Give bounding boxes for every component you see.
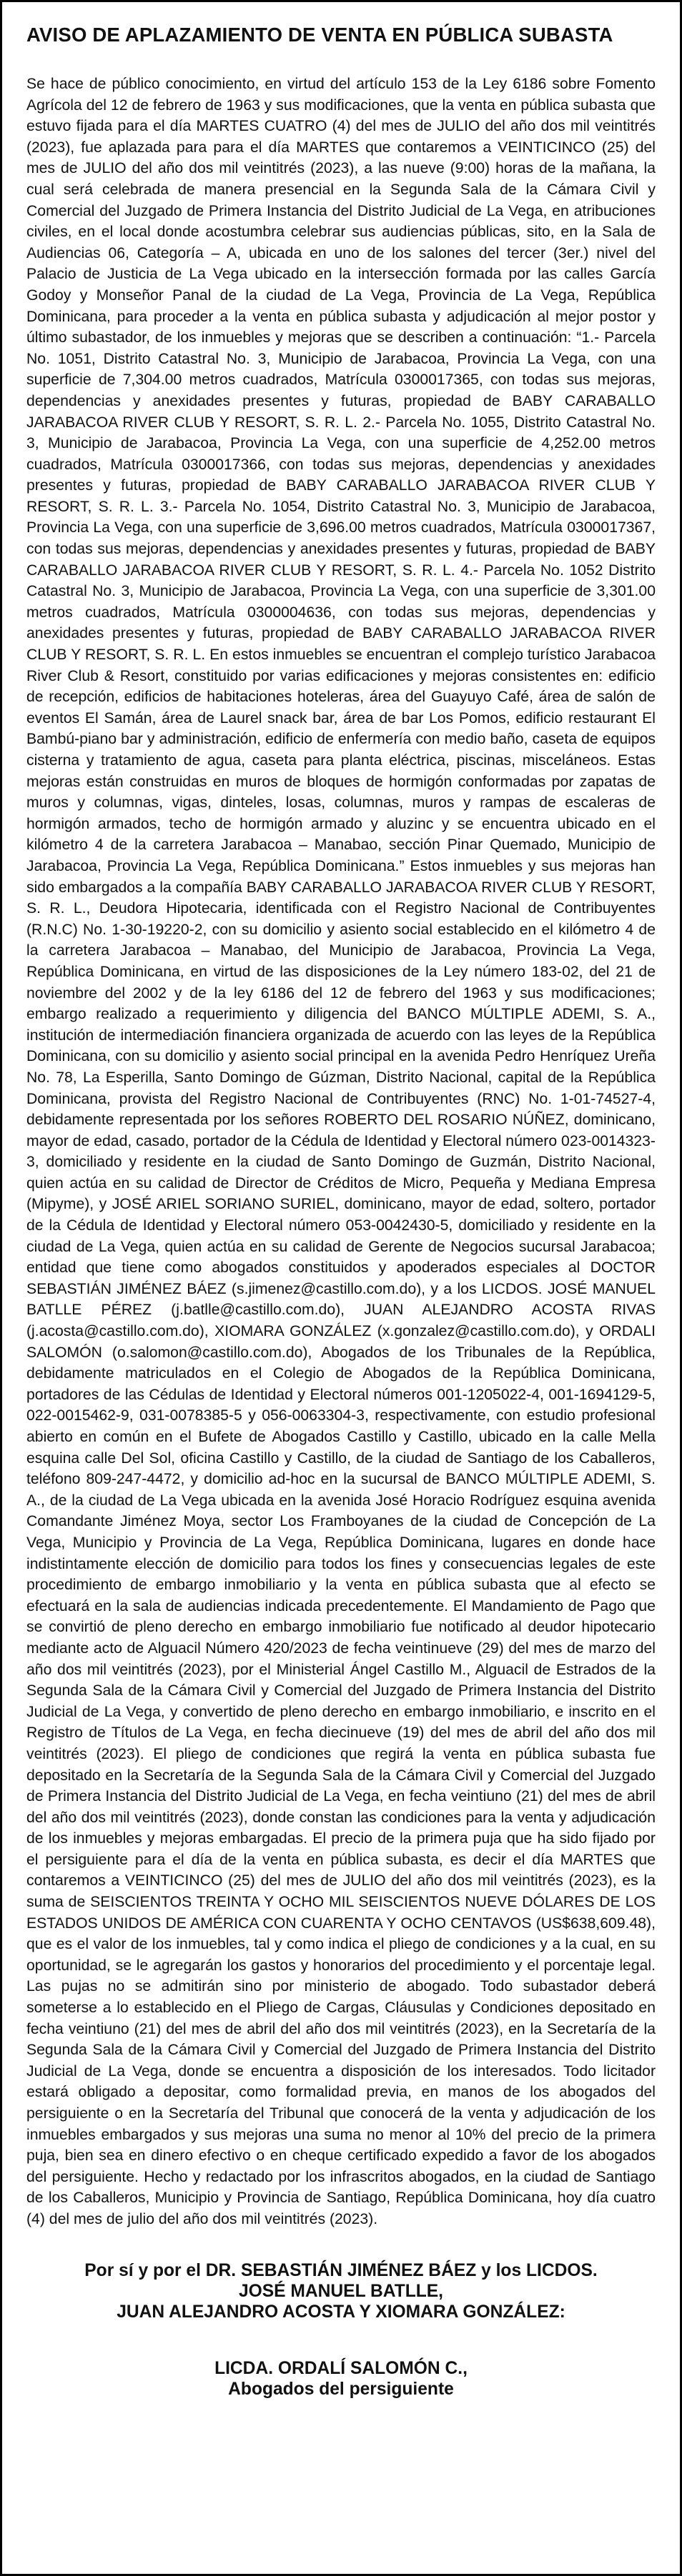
notice-body: Se hace de público conocimiento, en virtud del artículo 153 de la Ley 6186 sobre Fomento Agrícola del 12 de febrero de 1963 y sus modificaciones, que la venta en pública subasta que estuvo fijada para el día MARTES CUATRO (4) del mes de JULIO del año dos mil veintitrés (2023), fue aplazada para para el día MARTES que contaremos a VEINTICINCO (25) del mes de JULIO del año dos mil veintitrés (2023), a las nueve (9:00) horas de la mañana, la cual será celebrada de manera presencial en la Segunda Sala de la Cámara Civil y Comercial del Juzgado de Primera Instancia del Distrito Judicial de La Vega, en atribuciones civiles, en el local donde acostumbra celebrar sus audiencias públicas, sito, en la Sala de Audiencias 06, Categoría – A, ubicada en uno de los salones del tercer (3er.) nivel del Palacio de Justicia de La Vega ubicado en la intersección formada por las calles García Godoy y Monseñor Panal de la ciudad de La Vega, Provincia de La Vega, República Dominicana, para proceder a la venta en pública subasta y adjudicación al mejor postor y último subastador, de los inmuebles y mejoras que se describen a continuación: “1.- Parcela No. 1051, Distrito Catastral No. 3, Municipio de Jarabacoa, Provincia La Vega, con una superficie de 7,304.00 metros cuadrados, Matrícula 0300017365, con todas sus mejoras, dependencias y anexidades presentes y futuras, propiedad de BABY CARABALLO JARABACOA RIVER CLUB Y RESORT, S. R. L. 2.- Parcela No. 1055, Distrito Catastral No. 3, Municipio de Jarabacoa, Provincia La Vega, con una superficie de 4,252.00 metros cuadrados, Matrícula 0300017366, con todas sus mejoras, dependencias y anexidades presentes y futuras, propiedad de BABY CARABALLO JARABACOA RIVER CLUB Y RESORT, S. R. L. 3.- Parcela No. 1054, Distrito Catastral No. 3, Municipio de Jarabacoa, Provincia La Vega, con una superficie de 3,696.00 metros cuadrados, Matrícula 0300017367, con todas sus mejoras, dependencias y anexidades presentes y futuras, propiedad de BABY CARABALLO JARABACOA RIVER CLUB Y RESORT, S. R. L. 4.- Parcela No. 1052 Distrito Catastral No. 3, Municipio de Jarabacoa, Provincia La Vega, con una superficie de 3,301.00 metros cuadrados, Matrícula 0300004636, con todas sus mejoras, dependencias y anexidades presentes y futuras, propiedad de BABY CARABALLO JARABACOA RIVER CLUB Y RESORT, S. R. L. En estos inmuebles se encuentran el complejo turístico Jarabacoa River Club & Resort, constituido por varias edificaciones y mejoras consistentes en: edificio de recepción, edificios de habitaciones hoteleras, área del Guayuyo Café, área de salón de eventos El Samán, área de Laurel snack bar, área de bar Los Pomos, edificio restaurant El Bambú-piano bar y administración, edificio de enfermería con medio baño, caseta de equipos cisterna y tratamiento de agua, caseta para planta eléctrica, piscinas, misceláneos. Estas mejoras están construidas en muros de bloques de hormigón conformadas por zapatas de muros y columnas, vigas, dinteles, losas, columnas, muros y rampas de escaleras de hormigón armados, techo de hormigón armado y aluzinc y se encuentra ubicado en el kilómetro 4 de la carretera Jarabacoa – Manabao, sección Pinar Quemado, Municipio de Jarabacoa, Provincia La Vega, República Dominicana.” Estos inmuebles y sus mejoras han sido embargados a la compañía BABY CARABALLO JARABACOA RIVER CLUB Y RESORT, S. R. L., Deudora Hipotecaria, identificada con el Registro Nacional de Contribuyentes (R.N.C) No. 1-30-19220-2, con su domicilio y asiento social establecido en el kilómetro 4 de la carretera Jarabacoa – Manabao, del Municipio de Jarabacoa, Provincia La Vega, República Dominicana, en virtud de las disposiciones de la Ley número 183-02, del 21 de noviembre del 2002 y de la ley 6186 del 12 de febrero del 1963 y sus modificaciones; embargo realizado a requerimiento y diligencia del BANCO MÚLTIPLE ADEMI, S. A., institución de intermediación financiera organizada de acuerdo con las leyes de la República Dominicana, con su domicilio y asiento social principal en la avenida Pedro Henríquez Ureña No. 78, La Esperilla, Santo Domingo de Gúzman, Distrito Nacional, capital de la República Dominicana, provista del Registro Nacional de Contribuyentes (RNC) No. 1-01-74527-4, debidamente representada por los señores ROBERTO DEL ROSARIO NÚÑEZ, dominicano, mayor de edad, casado, portador de la Cédula de Identidad y Electoral número 023-0014323-3, domiciliado y residente en la ciudad de Santo Domingo de Guzmán, Distrito Nacional, quien actúa en su calidad de Director de Créditos de Micro, Pequeña y Mediana Empresa (Mipyme), y JOSÉ ARIEL SORIANO SURIEL, dominicano, mayor de edad, soltero, portador de la Cédula de Identidad y Electoral número 053-0042430-5, domiciliado y residente en la ciudad de La Vega, quien actúa en su calidad de Gerente de Negocios sucursal Jarabacoa; entidad que tiene como abogados constituidos y apoderados especiales al DOCTOR SEBASTIÁN JIMÉNEZ BÁEZ (s.jimenez@castillo.com.do), y a los LICDOS. JOSÉ MANUEL BATLLE PÉREZ (j.batlle@castillo.com.do), JUAN ALEJANDRO ACOSTA RIVAS (j.acosta@castillo.com.do), XIOMARA GONZÁLEZ (x.gonzalez@castillo.com.do), y ORDALI SALOMÓN (o.salomon@castillo.com.do), Abogados de los Tribunales de la República, debidamente matriculados en el Colegio de Abogados de la República Dominicana, portadores de las Cédulas de Identidad y Electoral números 001-1205022-4, 001-1694129-5, 022-0015462-9, 031-0078385-5 y 056-0063304-3, respectivamente, con estudio profesional abierto en común en el Bufete de Abogados Castillo y Castillo, ubicado en la calle Mella esquina calle Del Sol, oficina Castillo y Castillo, de la ciudad de Santiago de los Caballeros, teléfono 809-247-4472, y domicilio ad-hoc en la sucursal de BANCO MÚLTIPLE ADEMI, S. A., de la ciudad de La Vega ubicada en la avenida José Horacio Rodríguez esquina avenida Comandante Jiménez Moya, sector Los Framboyanes de la ciudad de Concepción de La Vega, Municipio y Provincia de La Vega, República Dominicana, lugares en donde hace indistintamente elección de domicilio para todos los fines y consecuencias legales de este procedimiento de embargo inmobiliario y la venta en pública subasta que al efecto se efectuará en la sala de audiencias indicada precedentemente. El Mandamiento de Pago que se convirtió de pleno derecho en embargo inmobiliario fue notificado al deudor hipotecario mediante acto de Alguacil Número 420/2023 de fecha veintinueve (29) del mes de marzo del año dos mil veintitrés (2023), por el Ministerial Ángel Castillo M., Alguacil de Estrados de la Segunda Sala de la Cámara Civil y Comercial del Juzgado de Primera Instancia del Distrito Judicial de La Vega, y convertido de pleno derecho en embargo inmobiliario, e inscrito en el Registro de Títulos de La Vega, en fecha diecinueve (19) del mes de abril del año dos mil veintitrés (2023). El pliego de condiciones que regirá la venta en pública subasta fue depositado en la Secretaría de la Segunda Sala de la Cámara Civil y Comercial del Juzgado de Primera Instancia del Distrito Judicial de La Vega, en fecha veintiuno (21) del mes de abril del año dos mil veintitrés (2023), donde constan las condiciones para la venta y adjudicación de los inmuebles y mejoras embargadas. El precio de la primera puja que ha sido fijado por el persiguiente para el día de la venta en pública subasta, es decir el día MARTES que contaremos a VEINTICINCO (25) del mes de JULIO del año dos mil veintitrés (2023), es la suma de SEISCIENTOS TREINTA Y OCHO MIL SEISCIENTOS NUEVE DÓLARES DE LOS ESTADOS UNIDOS DE AMÉRICA CON CUARENTA Y OCHO CENTAVOS (US$638,609.48), que es el valor de los inmuebles, tal y como indica el pliego de condiciones y a la cual, en su oportunidad, se le agregarán los gastos y honorarios del procedimiento y el porcentaje legal. Las pujas no se admitirán sino por ministerio de abogado. Todo subastador deberá someterse a lo establecido en el Pliego de Cargas, Cláusulas y Condiciones depositado en fecha veintiuno (21) del mes de abril del año dos mil veintitrés (2023), en la Secretaría de la Segunda Sala de la Cámara Civil y Comercial del Juzgado de Primera Instancia del Distrito Judicial de La Vega, donde se encuentra a disposición de los interesados. Todo licitador estará obligado a depositar, como formalidad previa, en manos de los abogados del persiguiente o en la Secretaría del Tribunal que conocerá de la venta y adjudicación de los inmuebles embargados y sus mejoras una suma no menor al 10% del precio de la primera puja, bien sea en dinero efectivo o en cheque certificado expedido a favor de los abogados del persiguiente. Hecho y redactado por los infrascritos abogados, en la ciudad de Santiago de los Caballeros, Municipio y Provincia de Santiago, República Dominicana, hoy día cuatro (4) del mes de julio del año dos mil veintitrés (2023).	[26, 76, 656, 2227]
notice-title: AVISO DE APLAZAMIENTO DE VENTA EN PÚBLICA SUBASTA	[26, 24, 613, 46]
signature-block	[26, 2260, 656, 2322]
signature-line: JUAN ALEJANDRO ACOSTA Y XIOMARA GONZÁLEZ:	[117, 2302, 565, 2322]
lawyer-block	[26, 2358, 656, 2400]
lawyer-role: Abogados del persiguiente	[228, 2379, 454, 2399]
signature-line: Por sí y por el DR. SEBASTIÁN JIMÉNEZ BÁEZ y los LICDOS.	[84, 2260, 598, 2280]
signature-line: JOSÉ MANUEL BATLLE,	[238, 2281, 444, 2301]
lawyer-name: LICDA. ORDALÍ SALOMÓN C.,	[214, 2358, 468, 2378]
